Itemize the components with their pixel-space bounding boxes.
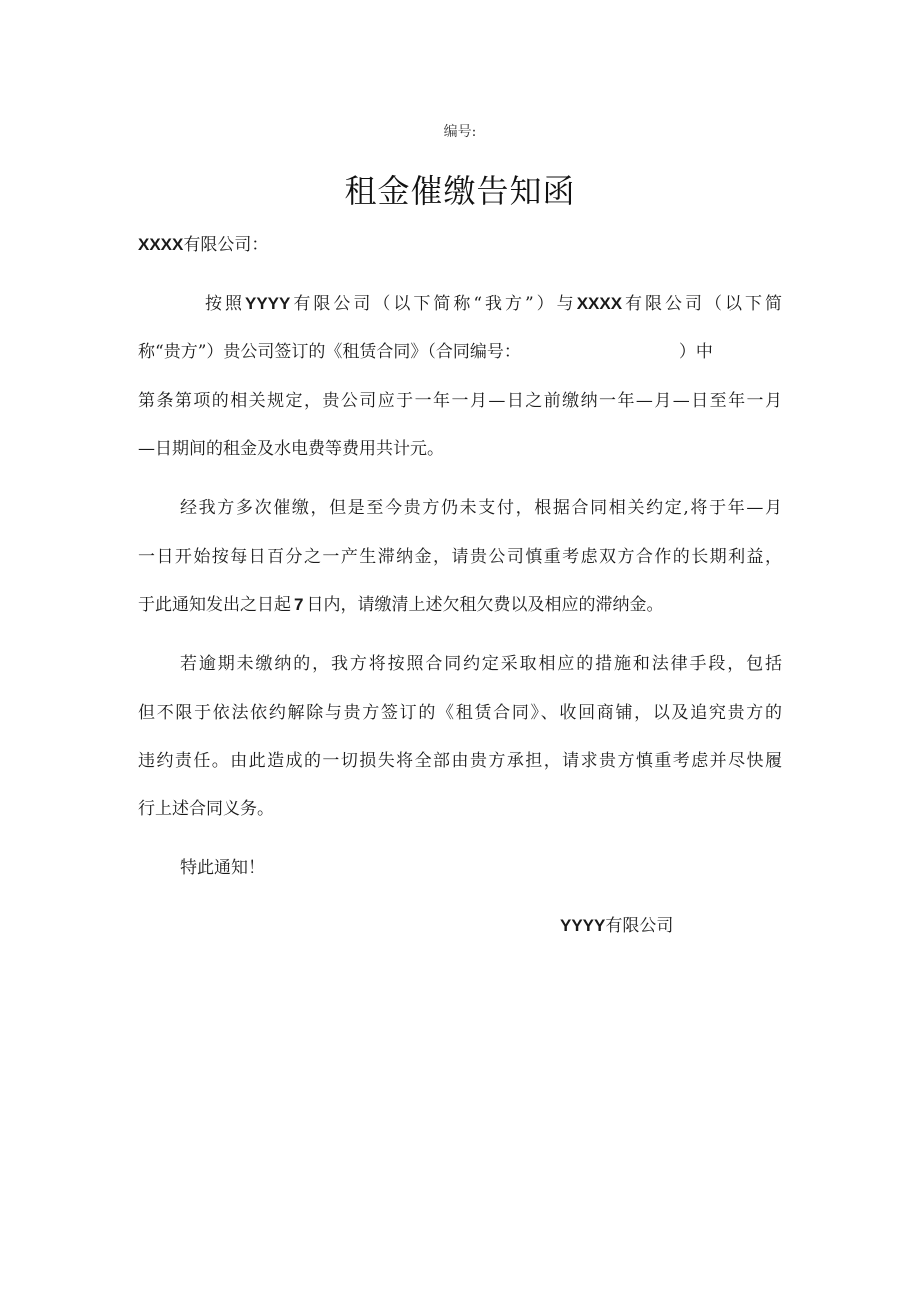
p1-text: 有限公司（以下简称“我方”）与 xyxy=(290,294,577,314)
salutation-company-suffix: 有限公司： xyxy=(183,235,269,255)
paragraph-2-line-3 xyxy=(138,593,663,617)
closing-notice: 特此通知！ xyxy=(180,858,265,878)
p1-company-code-xxxx: XXXX xyxy=(576,294,623,313)
paragraph-1-line-3: 第条第项的相关规定，贵公司应于一年一月—日之前缴纳一年—月—日至年一月 xyxy=(138,391,782,411)
salutation-company-code: XXXX xyxy=(138,235,184,254)
signature-company-suffix: 有限公司 xyxy=(605,916,674,936)
signature xyxy=(560,914,673,938)
p1-text: 称“贵方”）贵公司签订的《租赁合同》（合同编号： xyxy=(138,342,521,362)
salutation xyxy=(138,233,268,257)
document-title: 租金催缴告知函 xyxy=(344,172,576,210)
p2-days-number: 7 xyxy=(294,595,304,614)
paragraph-1-line-4: —日期间的租金及水电费等费用共计元。 xyxy=(138,439,444,459)
paragraph-3-line-1: 若逾期未缴纳的，我方将按照合同约定采取相应的措施和法律手段，包括 xyxy=(180,654,782,674)
signature-company-code: YYYY xyxy=(560,916,606,935)
paragraph-3-line-3: 违约责任。由此造成的一切损失将全部由贵方承担，请求贵方慎重考虑并尽快履 xyxy=(138,751,782,771)
paragraph-2-line-1: 经我方多次催缴，但是至今贵方仍未支付，根据合同相关约定,将于年—月 xyxy=(180,498,782,518)
paragraph-3-line-2: 但不限于依法依约解除与贵方签订的《租赁合同》、收回商铺，以及追究贵方的 xyxy=(138,703,782,723)
document-number-label: 编号: xyxy=(443,124,477,140)
paragraph-1-line-2 xyxy=(138,340,713,364)
p1-text: ）中 xyxy=(678,342,713,362)
paragraph-1-line-1 xyxy=(138,292,782,316)
p1-text: 有限公司（以下简 xyxy=(622,294,783,314)
p1-company-code-yyyy: YYYY xyxy=(245,294,291,313)
paragraph-2-line-2: 一日开始按每日百分之一产生滞纳金，请贵公司慎重考虑双方合作的长期利益， xyxy=(138,547,782,567)
p2-text: 于此通知发出之日起 xyxy=(138,595,291,615)
p2-text: 日内，请缴清上述欠租欠费以及相应的滞纳金。 xyxy=(306,595,664,615)
paragraph-3-line-4: 行上述合同义务。 xyxy=(138,799,274,819)
p1-text: 按照 xyxy=(202,294,245,314)
